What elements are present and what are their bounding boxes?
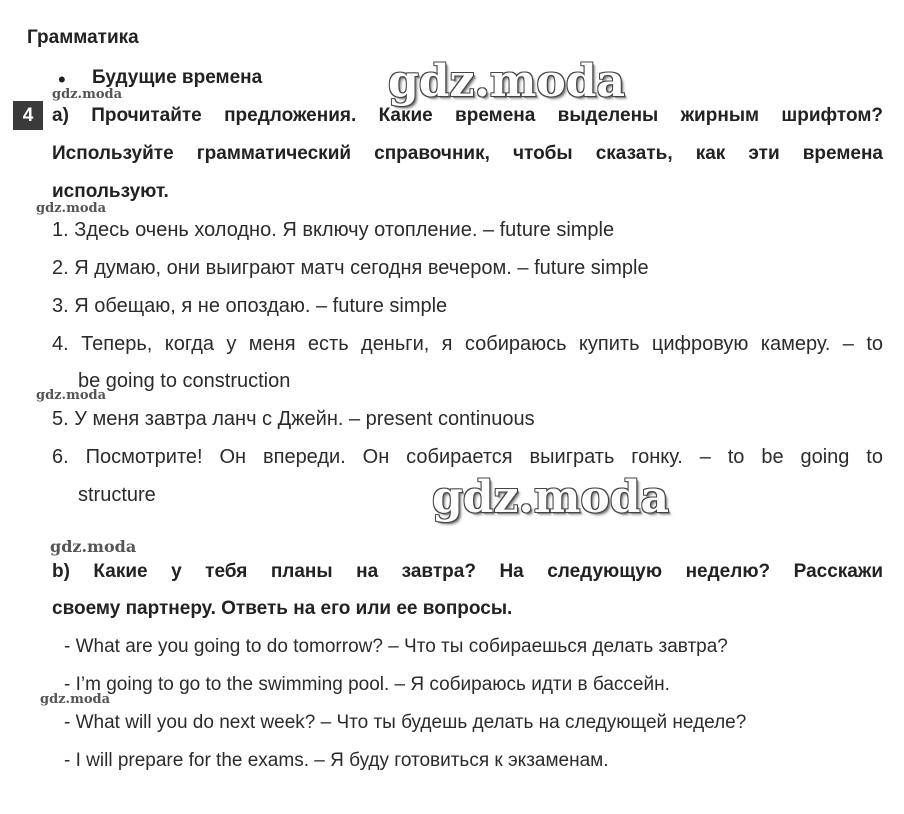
watermark-small: gdz.moda xyxy=(36,388,107,403)
part-b-instruction-line-2: своему партнеру. Ответь на его или ее вопросы. xyxy=(52,598,513,619)
list-item: 1. Здесь очень холодно. Я включу отопление. – future simple xyxy=(52,219,615,241)
watermark-small: gdz.moda xyxy=(50,537,137,556)
dialogue-line: - What will you do next week? – Что ты будешь делать на следующей неделе? xyxy=(64,712,747,733)
dialogue-line: - What are you going to do tomorrow? – Что ты собираешься делать завтра? xyxy=(64,636,728,657)
dialogue-line: - I will prepare for the exams. – Я буду готовиться к экзаменам. xyxy=(64,750,609,771)
list-item: 5. У меня завтра ланч с Джейн. – present continuous xyxy=(52,408,535,430)
watermark-logo: gdz.moda xyxy=(432,472,670,523)
list-item: 6. Посмотрите! Он впереди. Он собирается выиграть гонку. – to be going to xyxy=(52,446,883,468)
exercise-number-badge: 4 xyxy=(13,101,43,130)
watermark-logo: gdz.moda xyxy=(388,56,626,107)
dialogue-line: - I’m going to go to the swimming pool. – Я собираюсь идти в бассейн. xyxy=(64,674,670,695)
section-title: Грамматика xyxy=(27,27,139,48)
watermark-small: gdz.moda xyxy=(36,201,107,216)
list-item: 3. Я обещаю, я не опоздаю. – future simple xyxy=(52,295,448,317)
part-a-instruction-line-2: Используйте грамматический справочник, чтобы сказать, как эти времена xyxy=(52,143,883,164)
part-b-instruction-line-1: b) Какие у тебя планы на завтра? На следующую неделю? Расскажи xyxy=(52,561,883,582)
list-item-continuation: be going to construction xyxy=(78,370,291,392)
list-item: 2. Я думаю, они выиграют матч сегодня вечером. – future simple xyxy=(52,257,649,279)
watermark-small: gdz.moda xyxy=(52,87,123,102)
list-item-continuation: structure xyxy=(78,484,156,506)
bullet-icon: • xyxy=(58,67,66,92)
watermark-small: gdz.moda xyxy=(40,692,111,707)
part-a-instruction-line-1: a) Прочитайте предложения. Какие времена выделены жирным шрифтом? xyxy=(52,105,883,126)
list-item: 4. Теперь, когда у меня есть деньги, я собираюсь купить цифровую камеру. – to xyxy=(52,333,883,355)
bullet-title: Будущие времена xyxy=(92,67,263,88)
part-a-instruction-line-3: используют. xyxy=(52,181,169,202)
